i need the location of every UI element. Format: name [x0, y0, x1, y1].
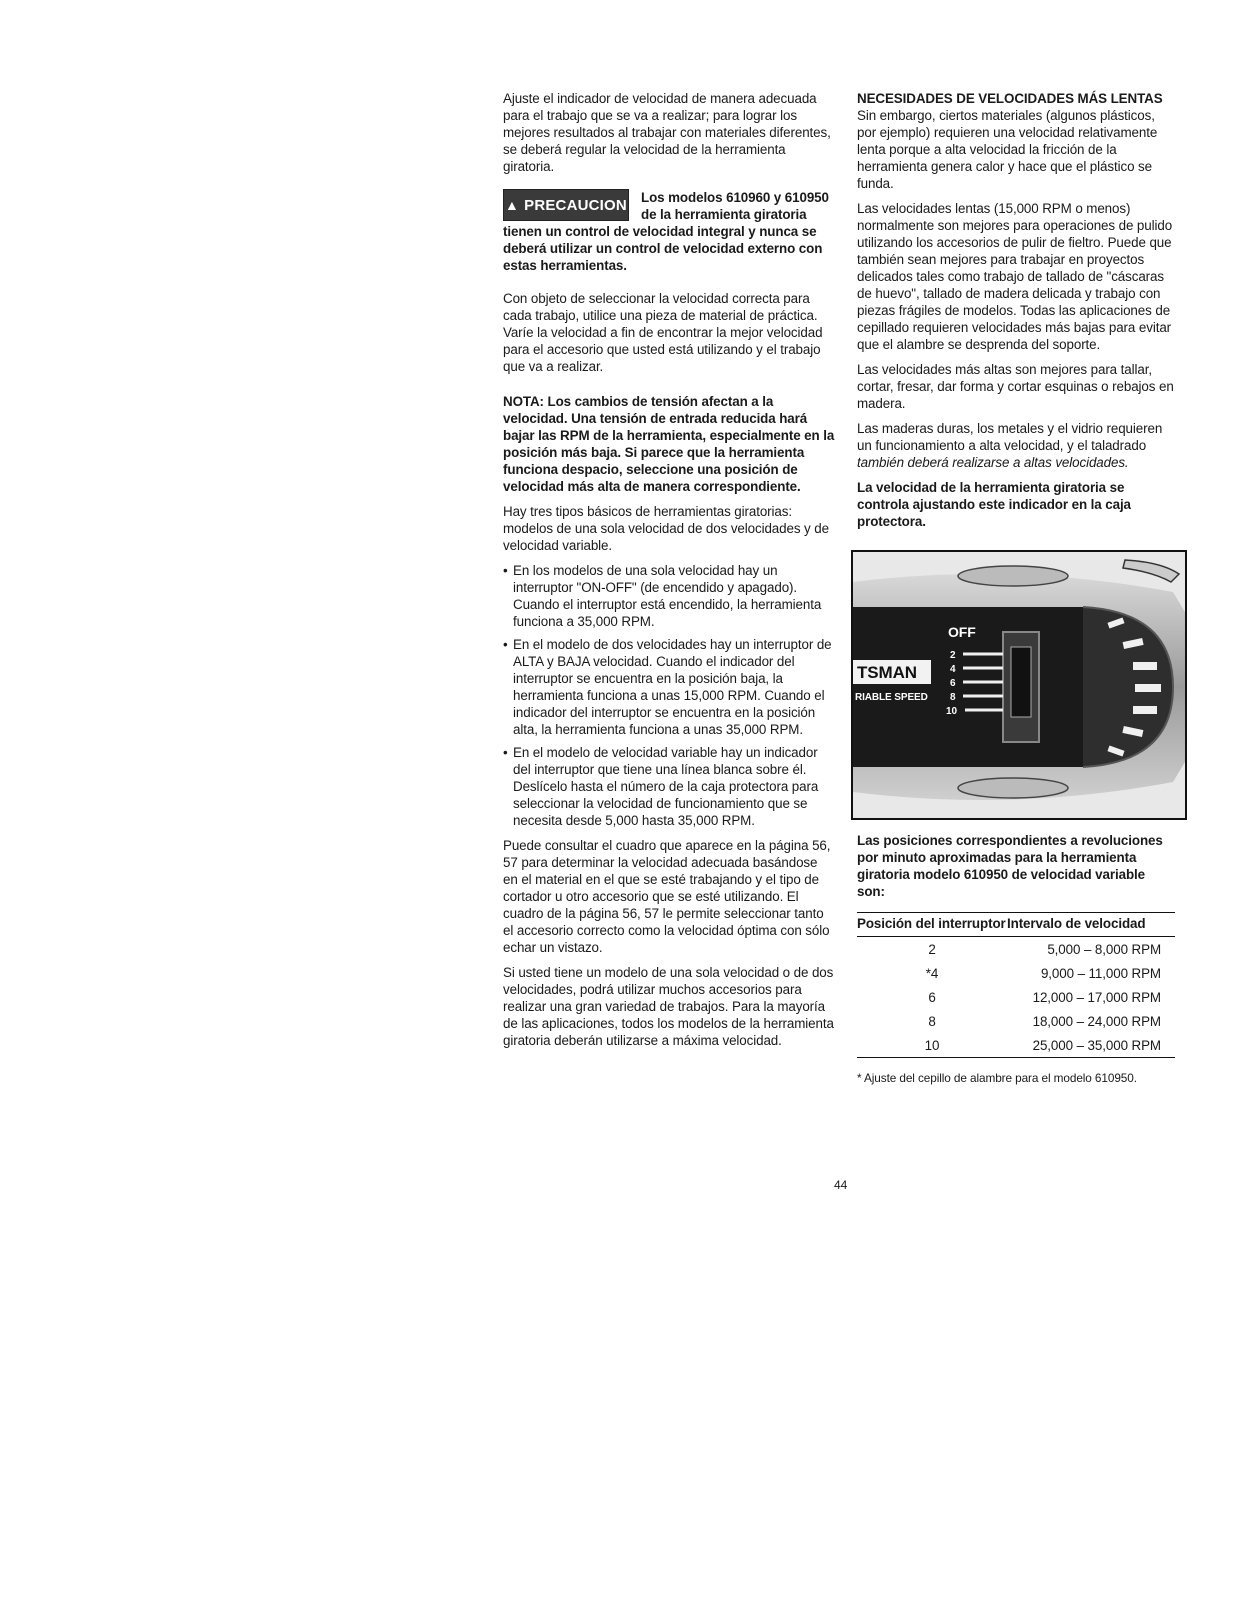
position-cell: 10	[857, 1033, 1007, 1058]
dial-number: 2	[950, 650, 956, 661]
caution-block	[503, 189, 835, 282]
dial-number: 10	[946, 706, 957, 717]
table-row	[857, 985, 1175, 1009]
table-row	[857, 961, 1175, 985]
page-number: 44	[834, 1178, 848, 1192]
hard-materials-italic: también deberá realizarse a altas velocidades.	[857, 455, 1129, 470]
dial-number: 8	[950, 692, 956, 703]
list-item: • En el modelo de dos velocidades hay un interruptor de ALTA y BAJA velocidad. Cuando el indicador del interruptor se encuentra en la posición baja, la herramienta funciona a unas 15,000 RPM. Cuando el indicador del interruptor se encuentra en la posición alta, la herramienta funciona a unas 35,000 RPM.	[503, 636, 835, 738]
caution-badge	[503, 189, 629, 221]
hard-materials-text: Las maderas duras, los metales y el vidrio requieren un funcionamiento a alta velocidad, y el taladrado	[857, 421, 1163, 453]
warning-triangle-icon: ▲	[505, 196, 520, 213]
low-speed-uses-paragraph: Las velocidades lentas (15,000 RPM o menos) normalmente son mejores para operaciones de pulido utilizando los accesorios de pulir de fieltro. Puede que también sean mejores para trabajar en proyectos delicados tales como trabajo de tallado de "cáscaras de huevo", tallado de madera delicada y trabajo con piezas frágiles de modelos. Todas las aplicaciones de cepillado requieren velocidades más bajas para evitar que el alambre se desprenda del soporte.	[857, 201, 1173, 352]
position-cell: 8	[928, 1014, 936, 1029]
chart-reference-paragraph: Puede consultar el cuadro que aparece en la página 56, 57 para determinar la velocidad adecuada basándose en el material en el que se esté trabajando y el tipo de cortador u otro accesorio que se esté utilizando. El cuadro de la página 56, 57 le permite seleccionar tanto el accesorio correcto como la velocidad óptima con sólo echar un vistazo.	[503, 838, 831, 955]
speed-table	[857, 912, 1175, 1058]
table-row	[857, 1033, 1175, 1058]
position-cell: *4	[925, 966, 939, 981]
column-header-range: Intervalo de velocidad	[1007, 913, 1175, 937]
section-heading: NECESIDADES DE VELOCIDADES MÁS LENTAS	[857, 91, 1163, 106]
table-footnote: * Ajuste del cepillo de alambre para el modelo 610950.	[857, 1071, 1137, 1085]
table-row	[857, 937, 1175, 962]
hard-materials-paragraph	[857, 420, 1175, 471]
rotary-tool-illustration	[853, 552, 1185, 818]
indicator-note: La velocidad de la herramienta giratoria se controla ajustando este indicador en la caja protectora.	[857, 480, 1131, 529]
range-cell: 5,000 – 8,000 RPM	[1047, 942, 1161, 957]
single-speed-paragraph: Si usted tiene un modelo de una sola velocidad o de dos velocidades, podrá utilizar muchos accesorios para realizar una gran variedad de trabajos. Para la mayoría de las aplicaciones, todos los modelos de la herramienta giratoria deberán utilizarse a máxima velocidad.	[503, 965, 834, 1048]
left-column	[503, 90, 835, 1057]
list-item: • En los modelos de una sola velocidad hay un interruptor "ON-OFF" (de encendido y apagado). Cuando el interruptor está encendido, la herramienta funciona a 35,000 RPM.	[503, 562, 835, 630]
brand-text: TSMAN	[857, 663, 917, 682]
tool-types-paragraph: Hay tres tipos básicos de herramientas giratorias: modelos de una sola velocidad de dos velocidades y de velocidad variable.	[503, 504, 829, 553]
practice-paragraph: Con objeto de seleccionar la velocidad correcta para cada trabajo, utilice una pieza de material de práctica. Varíe la velocidad a fin de encontrar la mejor velocidad para el accesorio que usted está utilizando y el trabajo que va a realizar.	[503, 291, 823, 374]
right-column	[857, 90, 1175, 1095]
high-speed-uses-paragraph: Las velocidades más altas son mejores para tallar, cortar, fresar, dar forma y cortar esquinas o rebajos en madera.	[857, 362, 1174, 411]
range-cell: 25,000 – 35,000 RPM	[1007, 1033, 1175, 1058]
dial-number: 6	[950, 678, 956, 689]
table-row	[857, 1009, 1175, 1033]
range-cell: 9,000 – 11,000 RPM	[1040, 966, 1161, 981]
tool-types-list	[503, 562, 835, 829]
position-cell: 6	[928, 990, 936, 1005]
speed-text: RIABLE SPEED	[855, 692, 928, 703]
table-header-row	[857, 913, 1175, 937]
caution-label: PRECAUCION	[524, 196, 627, 214]
speed-dial-photo	[851, 550, 1187, 820]
range-cell: 18,000 – 24,000 RPM	[1032, 1014, 1161, 1029]
range-cell: 12,000 – 17,000 RPM	[1032, 990, 1161, 1005]
dial-number: 4	[950, 664, 956, 675]
voltage-note: NOTA: Los cambios de tensión afectan a la velocidad. Una tensión de entrada reducida hará bajar las RPM de la herramienta, especialmente en la posición más baja. Si parece que la herramienta funciona despacio, seleccione una posición de velocidad más alta de manera correspondiente.	[503, 394, 835, 494]
caution-text: Los modelos 610960 y 610950 de la herramienta giratoria tienen un control de velocidad integral y nunca se deberá utilizar un control de velocidad externo con estas herramientas.	[503, 190, 829, 273]
position-cell: 2	[928, 942, 936, 957]
off-label: OFF	[948, 624, 976, 640]
slow-speed-paragraph: Sin embargo, ciertos materiales (algunos plásticos, por ejemplo) requieren una velocidad relativamente lenta porque a alta velocidad la fricción de la herramienta genera calor y hace que el plástico se funda.	[857, 108, 1158, 191]
table-intro: Las posiciones correspondientes a revoluciones por minuto aproximadas para la herramienta giratoria modelo 610950 de velocidad variable son:	[857, 833, 1163, 899]
list-item: • En el modelo de velocidad variable hay un indicador del interruptor que tiene una línea blanca sobre él. Deslícelo hasta el número de la caja protectora para seleccionar la velocidad de funcionamiento que se necesita desde 5,000 hasta 35,000 RPM.	[503, 744, 835, 829]
column-header-position: Posición del interruptor	[857, 913, 1007, 937]
intro-paragraph: Ajuste el indicador de velocidad de manera adecuada para el trabajo que se va a realizar; para lograr los mejores resultados al trabajar con materiales diferentes, se deberá regular la velocidad de la herramienta giratoria.	[503, 91, 831, 174]
